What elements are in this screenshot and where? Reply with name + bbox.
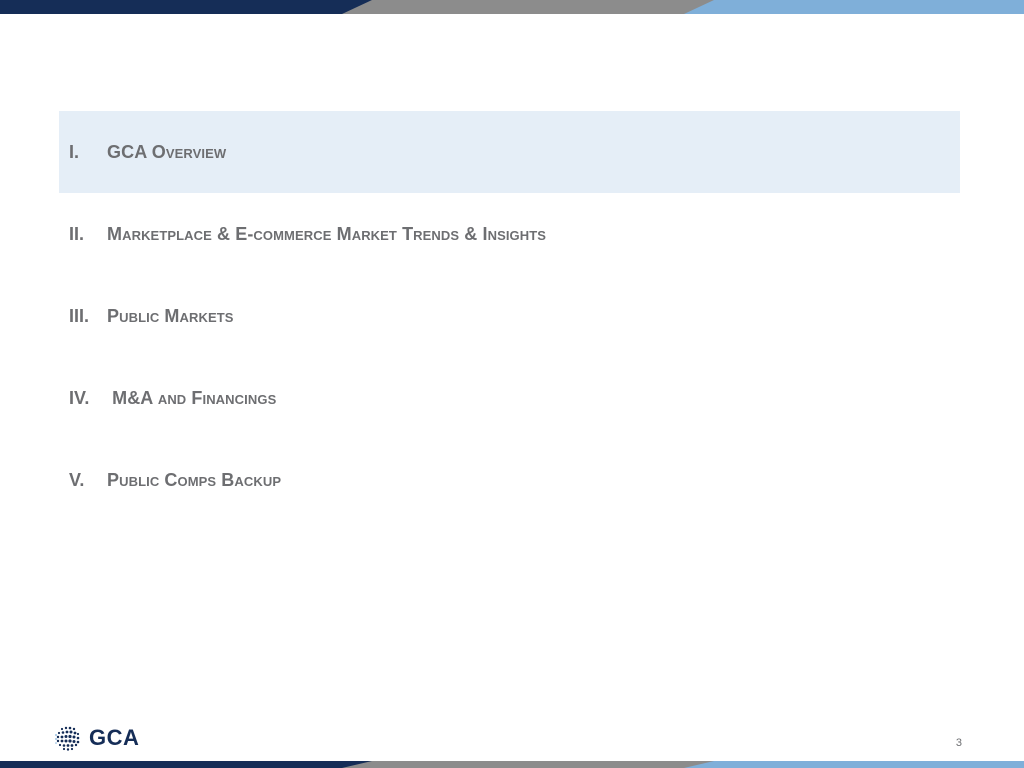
globe-dots-icon (53, 723, 83, 753)
band-gray-segment (330, 0, 714, 14)
gca-logo (53, 722, 139, 754)
band-navy-segment (0, 761, 372, 768)
band-light-blue-segment (660, 0, 1024, 14)
agenda-item-number: V. (69, 469, 85, 490)
agenda-item-label: Public Comps Backup (107, 469, 282, 490)
agenda-item-public-comps-backup[interactable] (59, 439, 960, 521)
agenda-item-label: GCA Overview (107, 141, 227, 162)
bottom-color-band (0, 761, 1024, 768)
logo-wordmark: GCA (89, 725, 140, 750)
agenda-item-label: Marketplace & E-commerce Market Trends & Insights (107, 223, 547, 244)
agenda-item-number: IV. (69, 387, 90, 408)
agenda-list (59, 111, 960, 521)
agenda-item-number: III. (69, 305, 90, 326)
agenda-item-number: II. (69, 223, 85, 244)
agenda-item-label: M&A and Financings (107, 387, 277, 408)
band-navy-segment (0, 0, 372, 14)
agenda-item-gca-overview[interactable] (59, 111, 960, 193)
agenda-item-label: Public Markets (107, 305, 234, 326)
top-color-band (0, 0, 1024, 14)
agenda-item-number: I. (69, 141, 80, 162)
page-number: 3 (955, 737, 962, 749)
agenda-item-ma-financings[interactable] (59, 357, 960, 439)
band-gray-segment (330, 761, 714, 768)
agenda-item-public-markets[interactable] (59, 275, 960, 357)
agenda-item-marketplace-trends[interactable] (59, 193, 960, 275)
band-light-blue-segment (660, 761, 1024, 768)
